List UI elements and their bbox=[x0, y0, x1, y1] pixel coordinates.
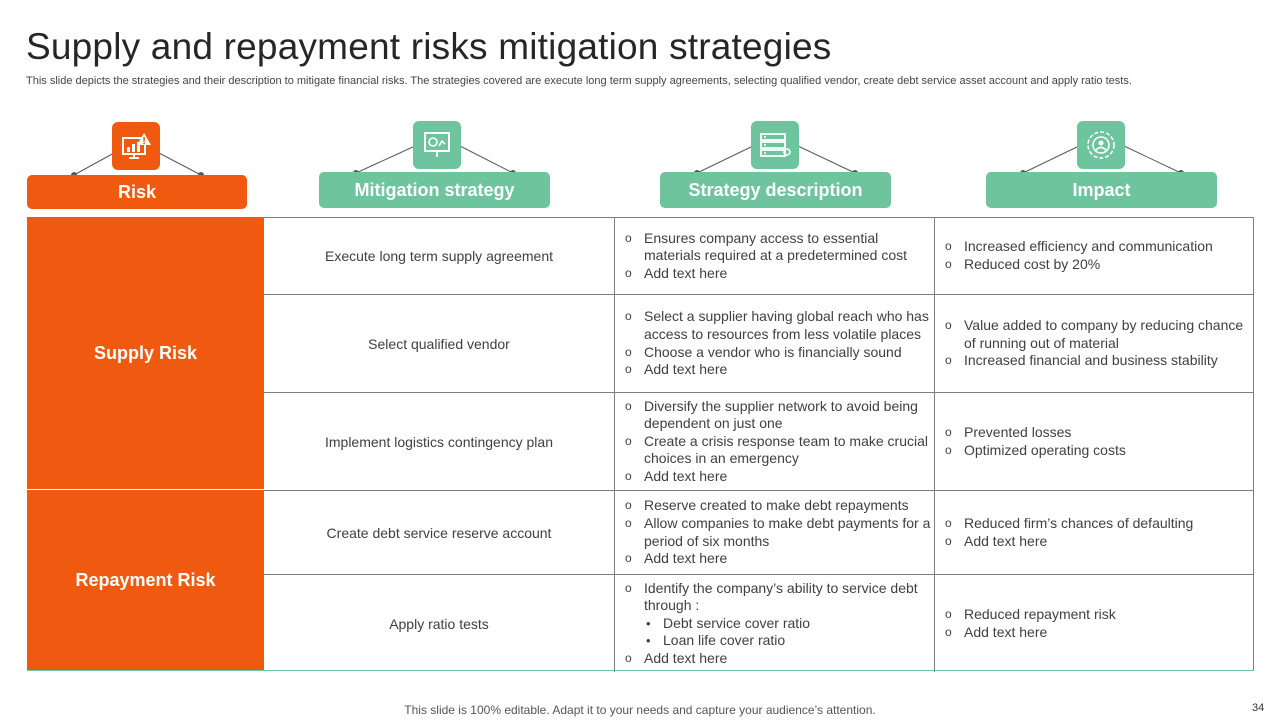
description-item: o Create a crisis response team to make crucial choices in an emergency bbox=[625, 433, 934, 468]
mitigation-strategy-cell: Create debt service reserve account bbox=[264, 491, 615, 574]
impact-cell bbox=[935, 393, 1254, 490]
table-row bbox=[264, 491, 1254, 575]
description-sublist bbox=[644, 615, 934, 650]
risk-supply: Supply Risk bbox=[27, 217, 264, 490]
table-row bbox=[264, 575, 1254, 672]
mitigation-strategy-cell: Select qualified vendor bbox=[264, 295, 615, 392]
slide-subtitle: This slide depicts the strategies and their description to mitigate financial risks. The strategies covered are execute long term supply agreements, selecting qualified vendor, create debt service asset account and apply ratio tests. bbox=[26, 75, 1132, 87]
description-item: o Select a supplier having global reach who has access to resources from less volatile places bbox=[625, 308, 934, 343]
mitigation-strategy-cell: Implement logistics contingency plan bbox=[264, 393, 615, 490]
impact-cell bbox=[935, 491, 1254, 574]
impact-item: o Reduced repayment risk bbox=[945, 606, 1116, 624]
slide-footer: This slide is 100% editable. Adapt it to your needs and capture your audience’s attention. bbox=[404, 703, 876, 717]
mitigation-strategy-cell: Execute long term supply agreement bbox=[264, 218, 615, 294]
target-circle-icon bbox=[1077, 121, 1125, 169]
warning-chart-icon bbox=[112, 122, 160, 170]
header-impact: Impact bbox=[986, 172, 1217, 208]
presentation-board-icon bbox=[413, 121, 461, 169]
mitigation-strategy-cell: Apply ratio tests bbox=[264, 575, 615, 672]
impact-item: o Optimized operating costs bbox=[945, 442, 1126, 460]
strategy-description-cell bbox=[615, 491, 935, 574]
strategy-description-cell bbox=[615, 295, 935, 392]
description-item: o Add text here bbox=[625, 361, 934, 379]
strategy-description-cell bbox=[615, 218, 935, 294]
description-item: o Choose a vendor who is financially sound bbox=[625, 344, 934, 362]
table-row bbox=[264, 218, 1254, 295]
table-bottom-rule bbox=[27, 670, 1254, 671]
table-row bbox=[264, 393, 1254, 491]
description-subitem: • Loan life cover ratio bbox=[644, 632, 934, 650]
impact-item: o Value added to company by reducing chance of running out of material bbox=[945, 317, 1254, 352]
impact-cell bbox=[935, 218, 1254, 294]
impact-item: o Prevented losses bbox=[945, 424, 1126, 442]
page-number: 34 bbox=[1252, 702, 1265, 714]
impact-cell bbox=[935, 575, 1254, 672]
impact-item: o Reduced firm’s chances of defaulting bbox=[945, 515, 1193, 533]
description-item: o Add text here bbox=[625, 650, 934, 668]
strategy-table bbox=[264, 217, 1254, 671]
impact-item: o Add text here bbox=[945, 624, 1116, 642]
description-item: o Reserve created to make debt repayments bbox=[625, 497, 934, 515]
header-risk: Risk bbox=[27, 175, 247, 209]
description-item: o Diversify the supplier network to avoid being dependent on just one bbox=[625, 398, 934, 433]
impact-item: o Reduced cost by 20% bbox=[945, 256, 1213, 274]
description-item: o Add text here bbox=[625, 468, 934, 486]
impact-item: o Increased efficiency and communication bbox=[945, 238, 1213, 256]
impact-item: o Increased financial and business stability bbox=[945, 352, 1254, 370]
description-item: o Add text here bbox=[625, 265, 934, 283]
impact-cell bbox=[935, 295, 1254, 392]
slide-title: Supply and repayment risks mitigation strategies bbox=[26, 26, 832, 67]
description-item: o Add text here bbox=[625, 550, 934, 568]
description-item: o Allow companies to make debt payments for a period of six months bbox=[625, 515, 934, 550]
strategy-description-cell bbox=[615, 393, 935, 490]
impact-item: o Add text here bbox=[945, 533, 1193, 551]
description-item-text: Identify the company’s ability to service debt through : bbox=[644, 579, 918, 614]
strategy-description-cell bbox=[615, 575, 935, 672]
description-item: o Ensures company access to essential materials required at a predetermined cost bbox=[625, 230, 934, 265]
server-rack-icon bbox=[751, 121, 799, 169]
risk-repayment: Repayment Risk bbox=[27, 490, 264, 671]
header-strategy-description: Strategy description bbox=[660, 172, 891, 208]
description-item bbox=[625, 580, 934, 650]
header-mitigation-strategy: Mitigation strategy bbox=[319, 172, 550, 208]
table-row bbox=[264, 295, 1254, 393]
description-subitem: • Debt service cover ratio bbox=[644, 615, 934, 633]
